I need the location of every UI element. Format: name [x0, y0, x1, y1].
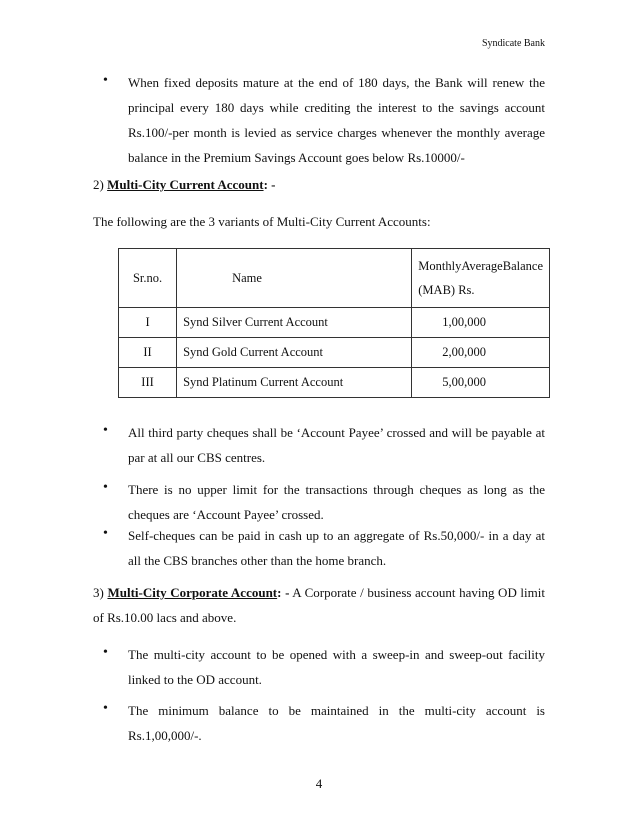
header-srno: Sr.no. — [119, 249, 177, 308]
section-3-text: A Corporate / business account having OD limit of Rs.10.00 lacs and above. — [93, 585, 545, 625]
table-header-row — [119, 249, 550, 308]
section-2-bullet-3: Self-cheques can be paid in cash up to an aggregate of Rs.50,000/- in a day at all the CBS branches other than the home branch. — [128, 528, 545, 568]
section-3-bullet-2: The minimum balance to be maintained in the multi-city account is Rs.1,00,000/-. — [128, 703, 545, 743]
row-name: Synd Gold Current Account — [177, 338, 412, 368]
intro-bullet-text: When fixed deposits mature at the end of 180 days, the Bank will renew the principal every 180 days while crediting the interest to the savings account Rs.100/-per month is levied as service charges whenever the monthly average balance in the Premium Savings Account goes below Rs.10000/- — [128, 75, 545, 165]
section-3-title: Multi-City Corporate Account — [107, 585, 278, 600]
section-3-number: 3) — [93, 585, 104, 600]
row-mab: 1,00,000 — [412, 308, 550, 338]
bullet-dot: • — [103, 645, 108, 660]
header-mab — [412, 249, 550, 308]
table-row — [119, 368, 550, 398]
section-3-bullet-1: The multi-city account to be opened with a sweep-in and sweep-out facility linked to the OD account. — [128, 647, 545, 687]
row-srno: III — [119, 368, 177, 398]
header-name: Name — [177, 249, 412, 308]
table-row — [119, 308, 550, 338]
section-2-bullet-1: All third party cheques shall be ‘Account Payee’ crossed and will be payable at par at all our CBS centres. — [128, 425, 545, 465]
row-mab: 5,00,000 — [412, 368, 550, 398]
section-3-suffix: : - — [277, 585, 290, 600]
bullet-dot: • — [103, 701, 108, 716]
header-mab-word-1: Monthly — [418, 259, 462, 273]
section-2-bullet-2: There is no upper limit for the transactions through cheques as long as the cheques are ‘Account Payee’ crossed. — [128, 482, 545, 522]
section-2-title: Multi-City Current Account — [107, 177, 264, 192]
row-name: Synd Platinum Current Account — [177, 368, 412, 398]
section-2-suffix: : - — [263, 177, 276, 192]
current-accounts-table — [118, 248, 550, 398]
header-mab-word-3: Balance — [502, 259, 543, 273]
row-mab: 2,00,000 — [412, 338, 550, 368]
page-header-bank-name: Syndicate Bank — [481, 38, 545, 49]
section-2-heading — [93, 172, 545, 197]
bullet-dot: • — [103, 480, 108, 495]
row-srno: II — [119, 338, 177, 368]
bullet-dot: • — [103, 526, 108, 541]
header-mab-line-2: (MAB) Rs. — [418, 283, 475, 297]
table-row — [119, 338, 550, 368]
row-name: Synd Silver Current Account — [177, 308, 412, 338]
header-mab-word-2: Average — [461, 259, 503, 273]
row-srno: I — [119, 308, 177, 338]
section-2-lead: The following are the 3 variants of Multi-City Current Accounts: — [93, 214, 431, 229]
section-3-paragraph — [93, 580, 545, 630]
section-2-number: 2) — [93, 177, 104, 192]
page-number: 4 — [315, 776, 323, 791]
bullet-dot: • — [103, 423, 108, 438]
bullet-dot: • — [103, 73, 108, 88]
